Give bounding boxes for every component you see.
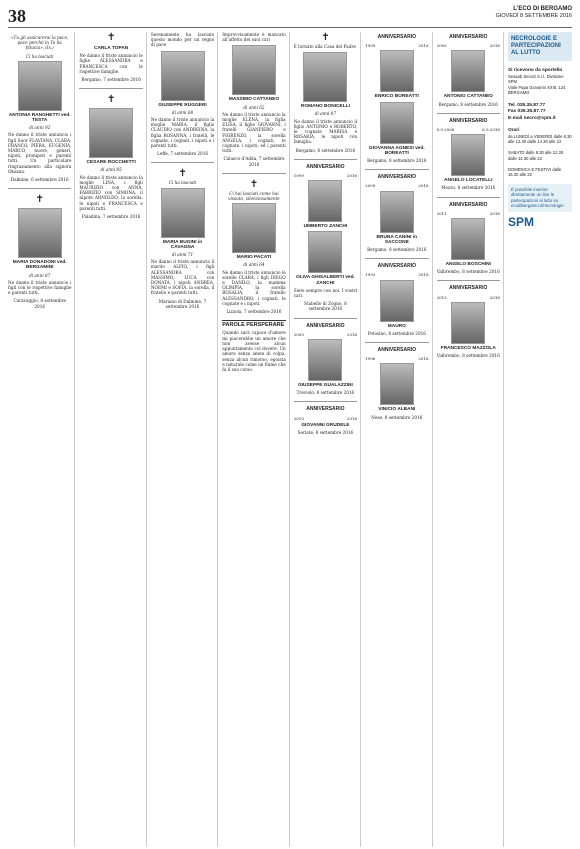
deceased-name: CESARE ROCCHETTI xyxy=(86,160,136,166)
deceased-name: GIUSEPPE GUALAZZINI xyxy=(297,383,353,389)
deceased-name: VINICIO ALBANI xyxy=(378,407,416,413)
notice-date: Seriate, 8 settembre 2016 xyxy=(297,430,354,436)
notice-intro: Improvvisamente è mancato all'affetto dei suoi cari xyxy=(222,32,286,43)
column-4 xyxy=(222,32,289,847)
notice-intro: Serenamente ha lasciato questo mondo per un regno di pace xyxy=(150,32,215,48)
portrait-photo xyxy=(89,108,133,158)
portrait-photo xyxy=(308,231,342,273)
year-end: 8.9.2016 xyxy=(482,127,500,133)
anniversary-label: ANNIVERSARIO xyxy=(377,263,416,270)
notice-date: Bergamo, 7 settembre 2016 xyxy=(81,77,141,83)
notice-intro: È tornato alla Casa del Padre xyxy=(293,44,356,49)
quote: «Tu gli assicurerai la pace, pace perché in Te ha fiducia». (Is.) xyxy=(11,35,69,51)
year-start: 2011 xyxy=(436,210,447,216)
year-start: 2009 xyxy=(365,183,376,189)
anniversary-label: ANNIVERSARIO xyxy=(306,406,345,413)
year-end: 2016 xyxy=(418,183,429,189)
deceased-name: MARIA BUGINI in CAVAGNA xyxy=(162,239,203,250)
deceased-age: di anni 71 xyxy=(171,252,194,258)
year-end: 2016 xyxy=(418,356,429,362)
year-end: 2016 xyxy=(346,173,358,179)
notice-date: Mariano di Dalmine, 7 settembre 2016 xyxy=(158,298,207,309)
year-end: 2016 xyxy=(418,43,429,49)
notice: Ci hai lasciati come hai vissuto, silenziosamente xyxy=(228,190,280,202)
anniversary-label: ANNIVERSARIO xyxy=(306,322,345,329)
portrait-photo xyxy=(380,50,414,92)
deceased-name: MAURO xyxy=(387,323,406,329)
notice-date: Petosino, 8 settembre 2016 xyxy=(367,330,426,336)
anniversary-label: ANNIVERSARIO xyxy=(377,347,416,354)
company-name: Sesaab Servizi S.r.l. Divisione SPM xyxy=(507,73,564,84)
portrait-photo xyxy=(232,203,276,253)
notice-date: Leffe, 7 settembre 2016 xyxy=(157,151,209,157)
publication-name: L'ECO DI BERGAMO xyxy=(513,6,572,12)
deceased-age: di anni 85 xyxy=(100,167,122,173)
anniversary-label: ANNIVERSARIO xyxy=(449,117,488,124)
deceased-name: ANGELO LOCATELLI xyxy=(444,178,493,184)
deceased-age: di anni 68 xyxy=(171,109,194,115)
cross-icon: ✝ xyxy=(35,194,44,206)
year-start: 8.9.2006 xyxy=(436,127,455,133)
column-6 xyxy=(365,32,432,847)
deceased-age: di anni 62 xyxy=(243,104,265,110)
portrait-photo xyxy=(451,302,485,344)
fax: Fax 035.35.87.77 xyxy=(507,109,546,114)
notice-text: Ne danno il triste annuncio le figlie ALESSANDRA e FRANCESCA con le rispettive famiglie. xyxy=(79,53,143,74)
portrait-photo xyxy=(380,280,414,322)
notice-date: Calusco d'Adda, 7 settembre 2016 xyxy=(223,156,285,167)
parole-box xyxy=(222,320,285,372)
portrait-photo xyxy=(308,180,342,222)
notice-date: Paladina, 7 settembre 2016 xyxy=(81,214,141,220)
notice-date: Bergamo, 8 settembre 2016 xyxy=(367,158,427,164)
sidebar-title: NECROLOGIE E PARTECIPAZIONI AL LUTTO xyxy=(508,32,572,61)
deceased-age: di anni 64 xyxy=(243,262,265,268)
notice-date: Caravaggio, 8 settembre 2016 xyxy=(13,298,66,309)
phone: Tel. 035.35.87.77 xyxy=(507,102,546,108)
year-start: 1993 xyxy=(365,272,376,278)
notice-date: Stabello di Zogno, 8 settembre 2016 xyxy=(304,301,347,312)
notice-date: Bergamo, 8 settembre 2016 xyxy=(367,247,427,253)
cross-icon: ✝ xyxy=(178,168,187,180)
portrait-photo xyxy=(380,363,414,405)
page-number: 38 xyxy=(8,6,26,26)
year-end: 2016 xyxy=(489,210,500,216)
contact-numbers xyxy=(508,102,572,122)
hours-label: Orari xyxy=(507,128,520,133)
deceased-age: di anni 92 xyxy=(29,125,51,131)
deceased-name: ANTONIO CATTANEO xyxy=(443,94,493,100)
notice-text: Ne danno il triste annuncio il figlio ANTONIO e ROBERTO, le cognate MARISA e ROSARIA, le nipoti con famiglia. xyxy=(293,118,358,145)
deceased-name: OLIVA GHISALBERTI ved. ZANCHI xyxy=(295,275,355,286)
year-end: 2016 xyxy=(489,43,500,49)
column-7 xyxy=(437,32,504,847)
cross-icon: ✝ xyxy=(106,94,116,106)
anniversary-label: ANNIVERSARIO xyxy=(449,285,488,292)
notice-date: Valbrembo, 8 settembre 2016 xyxy=(436,269,500,275)
year-end: 2016 xyxy=(346,415,358,421)
column-1 xyxy=(8,32,75,847)
parole-title: PAROLE PERSPERARE xyxy=(222,322,285,329)
notice: Ci ha lasciati xyxy=(168,180,197,186)
notice-date: Bergamo, 6 settembre 2016 xyxy=(295,147,356,153)
deceased-age: di anni 87 xyxy=(314,111,337,117)
notice-text: Ne danno il triste annuncio i figli con le rispettive famiglie e parenti tutti. xyxy=(8,279,72,296)
column-3 xyxy=(151,32,218,847)
deceased-name: MARIA DONADONI ved. BERGAMINI xyxy=(12,260,67,271)
year-start: 1996 xyxy=(365,356,376,362)
notice: Ci ha lasciati xyxy=(25,53,54,59)
notice-date: Dalmine, 6 settembre 2016 xyxy=(10,177,69,183)
notice-date: Treviolo, 8 settembre 2016 xyxy=(296,390,355,396)
year-start: 2005 xyxy=(293,331,304,337)
anniversary-label: ANNIVERSARIO xyxy=(377,34,416,40)
portrait-photo xyxy=(308,339,342,381)
header-info xyxy=(496,6,572,20)
publication-date: GIOVEDÌ 8 SETTEMBRE 2016 xyxy=(495,13,572,19)
year-end: 2016 xyxy=(346,331,358,337)
sidebar-info xyxy=(508,32,572,847)
deceased-name: ANGELO BOSCHINI xyxy=(445,262,491,268)
deceased-name: GIOVANNI GRUDELE xyxy=(301,422,350,428)
notice-text: Ne danno il triste annuncio le sorelle CLARA, i figli DIEGO e DANILO, la mamma OLIMPIA, la sorella ROSALIA, il fratello ALESSANDRO, i cognati, le cognate e i nipoti. xyxy=(222,269,286,306)
deceased-name: FRANCESCO MAZZOLA xyxy=(440,345,496,351)
cross-icon: ✝ xyxy=(106,32,116,43)
portrait-photo xyxy=(18,208,62,258)
deceased-name: BRUNA CANINI in SACCONE xyxy=(376,234,418,245)
deceased-name: GIUSEPPE RUGGERI xyxy=(158,102,207,108)
email[interactable]: E-mail necro@spm.it xyxy=(507,115,556,121)
company-address: Viale Papa Giovanni XXIII, 124 BERGAMO xyxy=(507,84,566,95)
anniversary-label: ANNIVERSARIO xyxy=(377,174,416,181)
hours-sunday: DOMENICA E FESTIVI dalle 16.30 alle 22 xyxy=(507,166,562,177)
notice-text: Ne danno il triste annuncio i figli Suor FLAVIANA, CLARA, FRANCO, PIERA, EUGENIA, MARCO, nuore, generi, nipoti, pronipoti e parenti tutti. Un particolare ringraziamento alla signora Oksana. xyxy=(8,132,72,174)
portrait-photo xyxy=(451,134,485,176)
anniversary-label: ANNIVERSARIO xyxy=(306,163,345,170)
deceased-name: ANTONIA RANGHETTI ved. TESTA xyxy=(8,112,71,124)
notice-text: Ne danno il triste annuncio il marito ALFIO, i figli ALESSANDRA con MASSIMO, LUCA con DONATA, i nipoti ANDREA, NOEMI e SOFIA, la sorella, il fratello e parenti tutti. xyxy=(150,259,215,296)
deceased-name: ENRICO BOREATTI xyxy=(374,94,419,100)
portrait-photo xyxy=(303,52,347,102)
hours-saturday: SABATO dalle 8.30 alle 12.30 dalle 14.30 alle 22 xyxy=(507,150,564,161)
portrait-photo xyxy=(18,61,62,111)
portrait-photo xyxy=(451,218,485,260)
portrait-photo xyxy=(451,50,485,92)
portrait-photo xyxy=(380,102,414,144)
receive-label: Si ricevono da sportello xyxy=(507,68,563,73)
cross-icon: ✝ xyxy=(321,32,330,43)
notice-text: Ne danno il triste annuncio la moglie ELENA, la figlia ELISA, il figlio GIOVANNI, i fratelli GIANPIERO e FIORENZO, la sorella ANGELA, i cognati, le cognate, i nipoti, ed i parenti tutti. xyxy=(222,111,286,154)
deceased-name: MASSIMO CATTANEO xyxy=(228,97,280,103)
notice-text: Ne danno il triste annuncio la moglie MARIA, il figlio CLAUDIO con ANDREINA, la figlia ROSANNA, i fratelli, le cognate, i cognati, i nipoti e i parenti tutti. xyxy=(150,117,215,149)
anniversary-label: ANNIVERSARIO xyxy=(449,34,488,40)
year-start: 1999 xyxy=(365,43,376,49)
year-start: 1999 xyxy=(293,173,304,179)
notice-text: Siete sempre con noi. I vostri cari. xyxy=(293,287,358,299)
notice-date: Bergamo, 8 settembre 2016 xyxy=(438,101,498,107)
deceased-name: ROMANO BONICELLI xyxy=(300,104,350,110)
column-5 xyxy=(294,32,361,847)
portrait-photo xyxy=(380,191,414,233)
column-2 xyxy=(79,32,146,847)
page-header xyxy=(8,6,572,28)
deceased-age: di anni 87 xyxy=(29,272,51,278)
year-start: 2013 xyxy=(436,294,447,300)
parole-text: Quando sarà capace d'amore mi piacerebbe un amore che non avesse alcun appuntamento col dovere. Un amore senza amen di colpa, senza alcun rimorso, egoista e naturale come un fiume che fa il suo corso. xyxy=(222,330,286,372)
notice-date: Mozzo, 8 settembre 2016 xyxy=(441,185,496,191)
notice-date: Nese, 8 settembre 2016 xyxy=(371,414,423,420)
deceased-name: UMBERTO ZANCHI xyxy=(303,224,348,230)
contact-block xyxy=(508,67,572,96)
spm-logo: SPM xyxy=(507,214,534,229)
notice-text: Ne danno il triste annuncio la moglie LINA, i figli MAURIZIO con ANNA, FABRIZIO con SIMONA, il nipote ARNOLDO, la sorella, le nipoti e FRANCESCA e parenti tutti. xyxy=(79,174,143,211)
hours-block xyxy=(508,127,572,178)
notice-date: Valbrembo, 8 settembre 2016 xyxy=(436,353,500,359)
portrait-photo xyxy=(232,45,276,95)
year-end: 2016 xyxy=(418,272,429,278)
year-start: 2003 xyxy=(436,43,447,49)
deceased-name: CARLA TOPAN xyxy=(93,46,129,51)
hours-weekdays: da LUNEDÌ a VENERDÌ dalle 8.30 alle 12.30 dalle 14.30 alle 22 xyxy=(507,133,572,144)
year-end: 2016 xyxy=(489,294,500,300)
online-note[interactable]: È possibile inserire direttamente on line le partecipazioni al lutto su ecodibergamo.it/necrologie xyxy=(508,184,572,212)
anniversary-label: ANNIVERSARIO xyxy=(449,201,488,208)
portrait-photo xyxy=(161,188,205,238)
year-start: 2010 xyxy=(293,415,304,421)
portrait-photo xyxy=(161,51,205,101)
deceased-name: GIOVANNA AGNESI ved. BOREATTI xyxy=(368,145,425,156)
deceased-name: MARIO PACATI xyxy=(236,255,272,261)
notice-date: Lizzola, 7 settembre 2016 xyxy=(226,309,282,315)
cross-icon: ✝ xyxy=(249,178,259,190)
